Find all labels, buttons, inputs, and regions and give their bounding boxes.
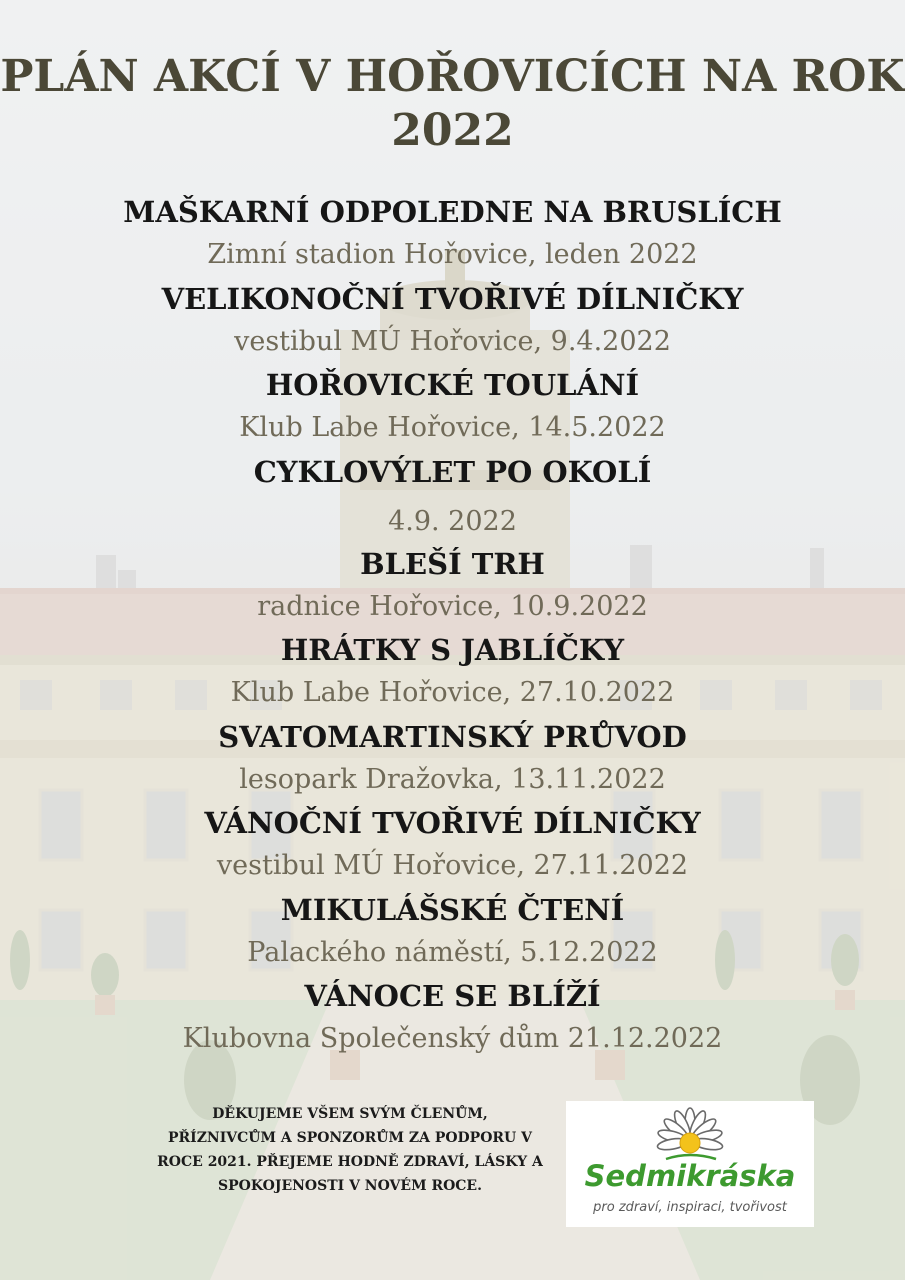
thanks-line: ROCE 2021. PŘEJEME HODNĚ ZDRAVÍ, LÁSKY A xyxy=(157,1154,543,1170)
event-name: VÁNOCE SE BLÍŽÍ xyxy=(304,979,601,1013)
event-name: CYKLOVÝLET PO OKOLÍ xyxy=(253,454,652,489)
event-name: BLEŠÍ TRH xyxy=(360,546,545,581)
list-item xyxy=(0,190,905,277)
event-name: HOŘOVICKÉ TOULÁNÍ xyxy=(265,368,640,402)
thanks-line: SPOKOJENOSTI V NOVÉM ROCE. xyxy=(218,1178,482,1194)
page-title: PLÁN AKCÍ V HOŘOVICÍCH NA ROK 2022 xyxy=(0,51,905,156)
list-item xyxy=(0,277,905,364)
event-place-date: 4.9. 2022 xyxy=(388,505,517,537)
thanks-note xyxy=(150,1102,550,1198)
event-place-date: Zimní stadion Hořovice, leden 2022 xyxy=(207,239,698,270)
thanks-line: PŘÍZNIVCŮM A SPONZORŮM ZA PODPORU V xyxy=(168,1130,532,1146)
event-place-date: vestibul MÚ Hořovice, 27.11.2022 xyxy=(216,850,689,881)
list-item xyxy=(0,801,905,888)
list-item xyxy=(0,542,905,629)
list-item xyxy=(0,888,905,975)
list-item xyxy=(0,974,905,1061)
event-place-date: vestibul MÚ Hořovice, 9.4.2022 xyxy=(234,325,671,357)
event-name: MIKULÁŠSKÉ ČTENÍ xyxy=(280,892,625,927)
list-item xyxy=(0,715,905,802)
event-place-date: Klubovna Společenský dům 21.12.2022 xyxy=(182,1023,723,1054)
thanks-line: DĚKUJEME VŠEM SVÝM ČLENŮM, xyxy=(212,1106,488,1122)
event-place-date: Klub Labe Hořovice, 27.10.2022 xyxy=(230,677,675,708)
daisy-flower-icon xyxy=(626,1105,754,1167)
event-place-date: Palackého náměstí, 5.12.2022 xyxy=(247,936,658,968)
logo-tagline: pro zdraví, inspiraci, tvořivost xyxy=(593,1200,787,1215)
event-name: VÁNOČNÍ TVOŘIVÉ DÍLNIČKY xyxy=(204,806,701,840)
event-place-date: lesopark Dražovka, 13.11.2022 xyxy=(239,763,666,795)
event-name: VELIKONOČNÍ TVOŘIVÉ DÍLNIČKY xyxy=(161,281,744,316)
list-item xyxy=(0,450,905,542)
event-place-date: Klub Labe Hořovice, 14.5.2022 xyxy=(239,412,666,443)
list-item xyxy=(0,628,905,715)
event-name: HRÁTKY S JABLÍČKY xyxy=(280,633,625,667)
logo-name: Sedmikráska xyxy=(584,1159,796,1193)
sedmikraska-logo xyxy=(566,1101,814,1227)
event-place-date: radnice Hořovice, 10.9.2022 xyxy=(257,590,648,622)
event-name: MAŠKARNÍ ODPOLEDNE NA BRUSLÍCH xyxy=(123,195,782,229)
event-list xyxy=(0,190,905,1061)
list-item xyxy=(0,363,905,450)
event-name: SVATOMARTINSKÝ PRŮVOD xyxy=(218,719,687,754)
